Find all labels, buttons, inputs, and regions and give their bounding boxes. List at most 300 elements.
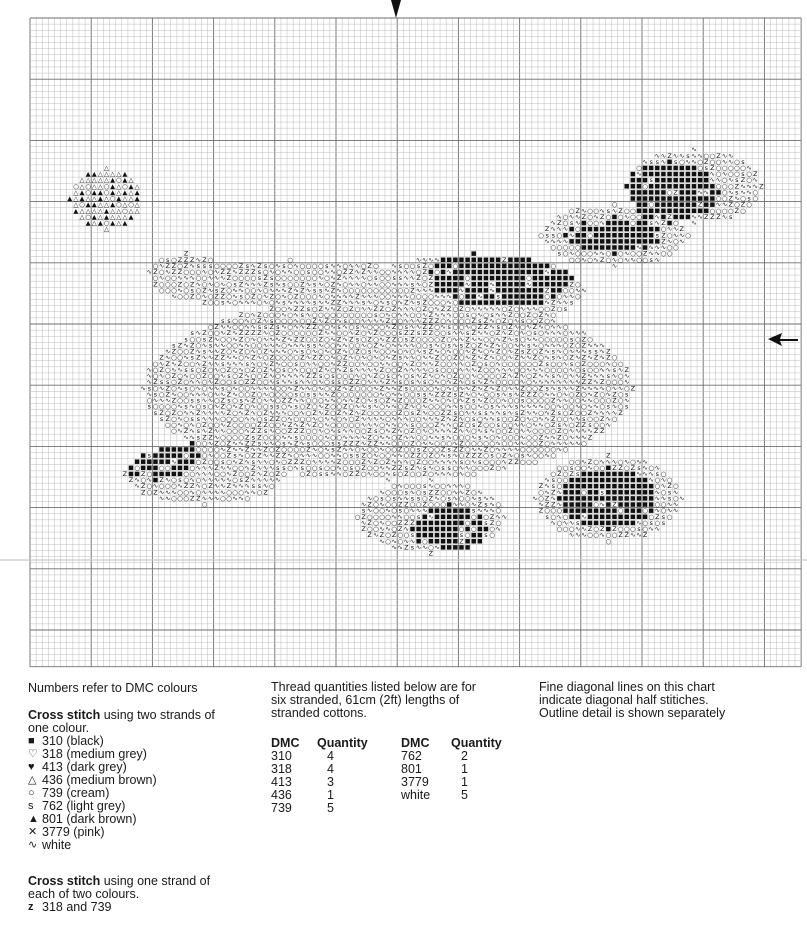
stitch-symbol: ∿ (562, 292, 569, 301)
stitch-symbol: Z (599, 255, 605, 264)
stitch-symbol: Z (373, 439, 379, 448)
stitch-symbol: ∿ (415, 347, 422, 356)
stitch-black-square (441, 545, 446, 550)
stitch-symbol: △ (110, 212, 116, 221)
stitch-symbol: s (484, 518, 488, 527)
stitch-symbol: ○ (379, 268, 385, 277)
stitch-symbol: ○ (397, 439, 404, 448)
stitch-symbol: ○ (415, 384, 422, 393)
stitch-symbol: ○ (568, 255, 575, 264)
stitch-symbol: ∿ (366, 329, 373, 338)
stitch-symbol: △ (104, 176, 109, 185)
stitch-symbol: ○ (183, 396, 189, 405)
stitch-symbol: ○ (226, 261, 232, 270)
stitch-symbol: ∿ (275, 261, 281, 270)
stitch-symbol: ○ (226, 494, 232, 503)
stitch-symbol: s (606, 206, 611, 215)
stitch-symbol: ○ (666, 188, 673, 197)
stitch-symbol: ○ (293, 268, 300, 277)
stitch-symbol: s (374, 274, 378, 283)
stitch-symbol: ∿ (189, 274, 195, 283)
stitch-symbol: ∿ (232, 445, 238, 454)
stitch-symbol: s (147, 451, 152, 460)
stitch-symbol: s (325, 470, 329, 478)
stitch-black-square (496, 257, 501, 262)
stitch-symbol: ∿ (171, 292, 177, 301)
stitch-symbol: Z (330, 280, 336, 289)
stitch-black-square (539, 276, 544, 281)
stitch-symbol: Z (214, 463, 219, 472)
stitch-symbol: ○ (183, 268, 189, 277)
stitch-symbol: Z (453, 372, 458, 381)
stitch-symbol: Z (238, 335, 244, 344)
stitch-symbol: Z (404, 470, 409, 478)
stitch-symbol: ∿ (709, 176, 716, 185)
stitch-symbol: ∿ (391, 280, 397, 289)
stitch-symbol: ∿ (385, 384, 391, 393)
stitch-symbol: ○ (470, 323, 477, 332)
stitch-symbol: Z (245, 329, 250, 338)
stitch-black-square (710, 184, 715, 189)
stitch-symbol: ○ (538, 488, 544, 497)
stitch-symbol: ○ (556, 359, 563, 368)
stitch-symbol: ○ (391, 359, 397, 368)
stitch-symbol: ∿ (501, 390, 508, 399)
stitch-symbol: ∿ (213, 268, 220, 277)
stitch-symbol: s (319, 286, 323, 295)
stitch-symbol: Z (361, 463, 366, 472)
stitch-symbol: ○ (281, 317, 287, 325)
stitch-black-square (618, 233, 623, 238)
stitch-symbol: Z (667, 212, 672, 221)
stitch-symbol: ○ (507, 414, 514, 423)
stitch-black-square (582, 478, 587, 483)
stitch-symbol: △ (104, 200, 109, 209)
stitch-black-square (692, 184, 697, 189)
stitch-black-square (618, 478, 623, 483)
stitch-symbol: ○ (323, 372, 330, 381)
stitch-symbol: ○ (562, 414, 569, 423)
stitch-black-square (539, 282, 544, 287)
stitch-black-square (471, 533, 476, 538)
stitch-symbol: ○ (238, 390, 244, 399)
stitch-symbol: ∿ (201, 292, 208, 301)
stitch-symbol: ∿ (397, 494, 403, 503)
stitch-symbol: ○ (513, 310, 520, 319)
stitch-symbol: s (270, 402, 274, 411)
stitch-symbol: s (484, 500, 488, 509)
stitch-black-square (582, 502, 587, 507)
stitch-symbol: ○ (268, 298, 275, 307)
stitch-symbol: s (637, 463, 641, 472)
stitch-symbol: ○ (568, 421, 575, 430)
stitch-symbol: ○ (464, 500, 471, 509)
stitch-symbol: ∿ (360, 402, 367, 411)
stitch-symbol: ○ (183, 421, 189, 430)
stitch-symbol: Z (391, 353, 397, 362)
stitch-symbol: ○ (360, 310, 367, 319)
stitch-symbol: s (520, 317, 525, 325)
stitch-symbol: ○ (617, 372, 624, 381)
stitch-symbol: ○ (317, 439, 324, 448)
stitch-symbol: ∿ (415, 543, 422, 552)
stitch-symbol: ○ (568, 525, 575, 534)
stitch-symbol: Z (471, 451, 476, 460)
stitch-symbol: ∿ (397, 304, 403, 313)
stitch-symbol: s (472, 421, 476, 430)
stitch-symbol: ∿ (262, 451, 269, 460)
stitch-symbol: ○ (342, 261, 349, 270)
stitch-symbol: Z (263, 372, 268, 381)
stitch-symbol: ∿ (648, 470, 654, 478)
stitch-symbol: Z (569, 280, 574, 289)
stitch-symbol: ○ (366, 451, 373, 460)
stitch-symbol: ○ (403, 396, 410, 405)
stitch-symbol: Z (551, 421, 556, 430)
stitch-black-square (606, 227, 611, 232)
stitch-symbol: ○ (434, 323, 440, 332)
stitch-black-square (698, 178, 703, 183)
stitch-symbol: ○ (262, 402, 269, 411)
stitch-symbol: ∿ (409, 304, 416, 313)
stitch-symbol: ∿ (317, 390, 324, 399)
stitch-symbol: s (520, 347, 525, 356)
stitch-symbol: Z (544, 286, 550, 295)
stitch-black-square (575, 502, 580, 507)
stitch-symbol: ○ (660, 225, 667, 234)
stitch-symbol: ○ (434, 402, 440, 411)
stitch-symbol: ∿ (385, 439, 391, 448)
stitch-symbol: ∿ (164, 347, 171, 356)
stitch-black-square (447, 502, 452, 507)
stitch-symbol: Z (324, 408, 330, 417)
stitch-symbol: s (166, 255, 170, 264)
stitch-symbol: △ (97, 206, 103, 215)
stitch-symbol: Z (398, 500, 403, 509)
stitch-symbol: Z (189, 494, 195, 503)
stitch-black-square (631, 515, 636, 520)
stitch-black-square (582, 227, 587, 232)
stitch-symbol: Z (471, 359, 476, 368)
stitch-symbol: Z (208, 433, 213, 442)
stitch-symbol: ○ (348, 341, 355, 350)
stitch-symbol: Z (471, 353, 476, 362)
stitch-symbol: ∿ (220, 329, 226, 338)
stitch-symbol: ○ (452, 365, 459, 374)
stitch-symbol: Z (367, 439, 372, 448)
stitch-symbol: ∿ (697, 151, 703, 160)
stitch-symbol: Z (361, 525, 366, 534)
table-row (271, 789, 521, 802)
stitch-symbol: ∿ (605, 359, 612, 368)
stitch-black-square (429, 527, 434, 532)
stitch-symbol: ∿ (348, 433, 355, 442)
stitch-symbol: ∿ (654, 488, 661, 497)
stitch-symbol: ○ (678, 157, 685, 166)
stitch-symbol: ○ (323, 359, 330, 368)
stitch-symbol: ○ (232, 274, 238, 283)
stitch-symbol: Z (183, 261, 189, 270)
stitch-symbol: Z (367, 518, 372, 527)
stitch-symbol: ∿ (611, 372, 618, 381)
stitch-symbol: ∿ (538, 402, 544, 411)
stitch-symbol: ∿ (299, 372, 306, 381)
stitch-symbol: ○ (354, 427, 361, 436)
stitch-black-square (618, 490, 623, 495)
stitch-black-square (624, 508, 629, 513)
stitch-symbol: ○ (593, 414, 599, 423)
stitch-symbol: ∿ (642, 463, 648, 472)
quantity-cell: 4 (327, 749, 334, 763)
stitch-symbol: ∿ (201, 427, 208, 436)
stitch-symbol: ○ (672, 482, 679, 491)
stitch-symbol: ∿ (324, 347, 330, 356)
stitch-symbol: ∿ (281, 372, 287, 381)
legend-intro: Numbers refer to DMC colours (28, 681, 198, 695)
stitch-symbol: ○ (525, 396, 532, 405)
stitch-symbol: △ (116, 212, 122, 221)
stitch-symbol: ○ (562, 402, 569, 411)
stitch-symbol: ○ (275, 304, 281, 313)
stitch-black-square (588, 472, 593, 477)
stitch-symbol: ○ (164, 482, 171, 491)
stitch-symbol: ∿ (360, 353, 367, 362)
stitch-symbol: Z (189, 292, 195, 301)
stitch-symbol: ∿ (562, 384, 569, 393)
stitch-black-square (600, 233, 605, 238)
stitch-symbol: ○ (513, 329, 520, 338)
stitch-black-square (533, 294, 538, 299)
stitch-black-square (569, 490, 574, 495)
stitch-symbol: Z (183, 249, 189, 258)
stitch-symbol: ○ (562, 372, 569, 381)
stitch-black-square (435, 515, 440, 520)
stitch-symbol: ∿ (470, 372, 477, 381)
stitch-symbol: s (606, 402, 611, 411)
stitch-symbol: Z (306, 445, 311, 454)
stitch-symbol: ○ (715, 182, 722, 191)
stitch-symbol: ○ (391, 408, 397, 417)
stitch-symbol: ∿ (458, 414, 465, 423)
stitch-black-square (496, 270, 501, 275)
stitch-symbol: Z (300, 304, 305, 313)
stitch-symbol: Z (238, 329, 244, 338)
stitch-symbol: ▲ (110, 176, 116, 185)
stitch-symbol: Z (489, 518, 495, 527)
stitch-symbol: ∿ (287, 439, 293, 448)
stitch-symbol: ○ (366, 359, 373, 368)
stitch-symbol: ∿ (275, 408, 281, 417)
stitch-symbol: ○ (581, 463, 587, 472)
quantity-cell: 5 (461, 788, 468, 802)
stitch-symbol: ○ (183, 470, 189, 478)
stitch-symbol: ∿ (434, 433, 440, 442)
stitch-symbol: ∿ (391, 421, 397, 430)
stitch-symbol: ∿ (171, 390, 177, 399)
stitch-symbol: s (153, 408, 158, 417)
stitch-symbol: Z (532, 323, 538, 332)
stitch-symbol: Z (483, 445, 489, 454)
stitch-symbol: ○ (219, 378, 226, 387)
stitch-symbol: s (447, 341, 451, 350)
stitch-black-square (637, 496, 642, 501)
stitch-symbol: ∿ (385, 463, 391, 472)
stitch-symbol: ○ (195, 372, 202, 381)
stitch-symbol: ○ (330, 341, 336, 350)
stitch-symbol: ∿ (391, 292, 397, 301)
stitch-symbol: Z (245, 408, 250, 417)
stitch-symbol: ∿ (403, 421, 410, 430)
stitch-symbol: Z (257, 317, 262, 325)
stitch-symbol: s (410, 408, 415, 417)
stitch-black-square (441, 515, 446, 520)
stitch-symbol: ○ (574, 249, 581, 258)
stitch-symbol: Z (238, 457, 244, 466)
stitch-symbol: Z (342, 402, 348, 411)
stitch-symbol: ∿ (526, 427, 532, 436)
stitch-symbol: s (398, 329, 402, 338)
stitch-symbol: ∿ (575, 378, 581, 387)
stitch-symbol: ∿ (238, 298, 244, 307)
stitch-symbol: Z (251, 451, 256, 460)
stitch-symbol: ○ (721, 164, 728, 172)
stitch-symbol: ○ (311, 335, 318, 344)
stitch-black-square (594, 490, 599, 495)
stitch-symbol: ○ (532, 317, 538, 325)
stitch-symbol: Z (538, 347, 544, 356)
stitch-symbol: s (196, 396, 200, 405)
stitch-symbol: s (398, 274, 402, 283)
stitch-symbol: ∿ (213, 494, 220, 503)
stitch-symbol: s (649, 157, 653, 166)
stitch-symbol: ∿ (550, 518, 556, 527)
stitch-symbol: ∿ (238, 451, 244, 460)
stitch-symbol: ○ (458, 317, 465, 325)
stitch-symbol: Z (508, 310, 513, 319)
stitch-symbol: ○ (421, 421, 428, 430)
stitch-black-square (575, 508, 580, 513)
stitch-symbol: ○ (177, 372, 183, 381)
stitch-black-square (588, 490, 593, 495)
stitch-symbol: ○ (146, 488, 153, 497)
stitch-symbol: ∿ (287, 414, 293, 423)
stitch-black-square (649, 490, 654, 495)
stitch-symbol: ○ (281, 445, 287, 454)
stitch-symbol: ○ (440, 359, 446, 368)
stitch-symbol: Z (238, 280, 244, 289)
stitch-black-square (692, 190, 697, 195)
stitch-symbol: △ (134, 206, 140, 215)
stitch-symbol: ∿ (213, 488, 220, 497)
stitch-symbol: ∿ (354, 402, 361, 411)
stitch-symbol: ∿ (330, 353, 336, 362)
column-header-dmc: DMC (271, 736, 300, 750)
stitch-symbol: ∿ (342, 414, 348, 423)
stitch-symbol: ∿ (164, 353, 171, 362)
stitch-symbol: ▲ (67, 194, 73, 203)
stitch-symbol: s (355, 323, 360, 332)
stitch-symbol: ○ (513, 451, 520, 460)
stitch-symbol: Z (606, 347, 611, 356)
stitch-symbol: ○ (519, 359, 526, 368)
stitch-symbol: s (704, 164, 708, 172)
stitch-symbol: ∿ (354, 365, 361, 374)
stitch-symbol: Z (275, 445, 281, 454)
stitch-black-square (704, 196, 709, 201)
stitch-symbol: ∿ (238, 482, 244, 491)
stitch-symbol: ∿ (238, 359, 244, 368)
legend-key-text: 3779 (pink) (42, 825, 105, 839)
stitch-symbol: ∿ (366, 292, 373, 301)
stitch-symbol: ∿ (201, 488, 208, 497)
stitch-symbol: ∿ (201, 414, 208, 423)
stitch-symbol: ○ (385, 414, 391, 423)
stitch-symbol: Z (752, 170, 758, 179)
stitch-symbol: ∿ (207, 439, 214, 448)
stitch-black-square (582, 233, 587, 238)
stitch-symbol: s (270, 280, 274, 289)
stitch-symbol: Z (587, 433, 593, 442)
stitch-symbol: s (306, 304, 311, 313)
stitch-symbol: ∿ (379, 378, 385, 387)
stitch-symbol: ∿ (593, 378, 599, 387)
stitch-symbol: ○ (593, 531, 599, 540)
stitch-symbol: ○ (666, 476, 673, 485)
stitch-symbol: s (655, 231, 659, 240)
stitch-symbol: ○ (275, 439, 281, 448)
stitch-black-square (673, 209, 678, 214)
stitch-black-square (178, 466, 183, 471)
stitch-symbol: ○ (195, 445, 202, 454)
stitch-symbol: ∿ (568, 292, 575, 301)
stitch-symbol: ○ (593, 365, 599, 374)
stitch-symbol: ∿ (244, 353, 250, 362)
stitch-symbol: Z (508, 329, 513, 338)
stitch-symbol: s (667, 488, 672, 497)
stitch-symbol: ∿ (519, 421, 526, 430)
stitch-symbol: s (496, 323, 500, 332)
stitch-symbol: Z (434, 359, 440, 368)
stitch-symbol: ○ (556, 292, 563, 301)
stitch-symbol: Z (336, 347, 342, 356)
stitch-symbol: ∿ (415, 280, 422, 289)
stitch-symbol: ∿ (177, 274, 183, 283)
stitch-symbol: ○ (385, 280, 391, 289)
stitch-symbol: s (398, 261, 402, 270)
stitch-symbol: ∿ (213, 433, 220, 442)
stitch-symbol: ∿ (238, 286, 244, 295)
stitch-symbol: ○ (385, 390, 391, 399)
stitch-symbol: ∿ (556, 488, 563, 497)
stitch-symbol: s (386, 298, 390, 307)
stitch-symbol: ○ (207, 323, 214, 332)
stitch-symbol: ○ (734, 200, 740, 209)
stitch-symbol: ○ (385, 518, 391, 527)
stitch-symbol: ∿ (605, 457, 612, 466)
stitch-symbol: Z (349, 439, 354, 448)
stitch-symbol: Z (581, 341, 587, 350)
stitch-black-square (484, 282, 489, 287)
stitch-symbol: s (282, 365, 286, 374)
stitch-symbol: ○ (385, 268, 391, 277)
stitch-symbol: Z (404, 518, 409, 527)
stitch-symbol: ○ (244, 347, 251, 356)
stitch-symbol: Z (177, 359, 183, 368)
stitch-symbol: ∿ (336, 365, 342, 374)
stitch-black-square (533, 288, 538, 293)
stitch-symbol: ∿ (226, 353, 232, 362)
stitch-black-square (465, 294, 470, 299)
